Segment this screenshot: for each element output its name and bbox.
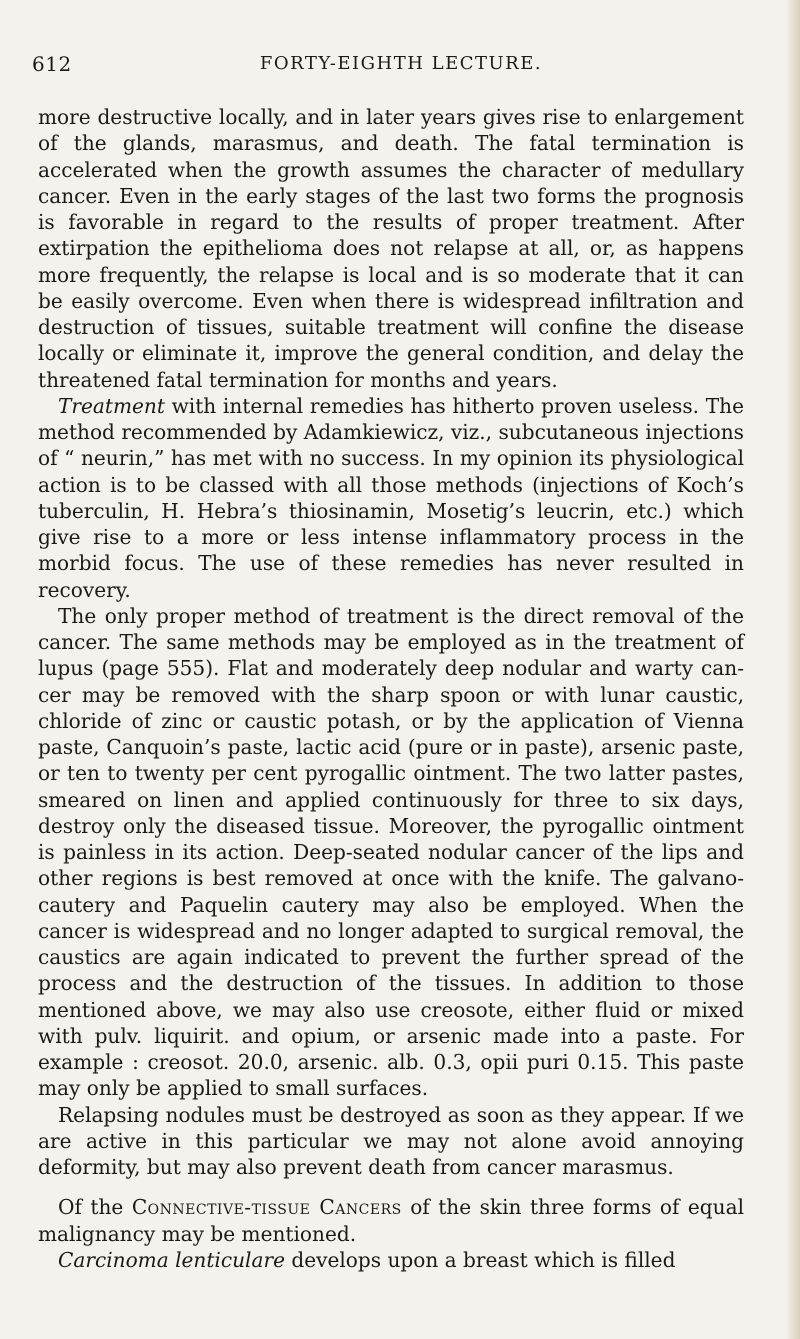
paragraph-text: develops upon a breast which is filled: [284, 1247, 676, 1272]
carcinoma-lenticulare-heading: Carcinoma lenticulare: [58, 1247, 285, 1272]
paragraph-carcinoma-lenticulare: [38, 1247, 744, 1273]
page-header: [32, 52, 744, 82]
paragraph-text: The only proper method of treatment is the direct removal of the cancer. The same methods may be employed as in the treatment of lupus (page 555). Flat and moderately deep nodular and warty cancer may be removed with the sharp spoon or with lunar caustic, chloride of zinc or caustic potash, or by the application of Vienna paste, Canquoin’s paste, lactic acid (pure or in paste), arsenic paste, or ten to twenty per cent pyrogallic ointment. The two latter pastes, smeared on linen and applied continuously for three to six days, destroy only the diseased tissue. Moreover, the pyrogallic ointment is painless in its action. Deep-seated nodular cancer of the lips and other regions is best removed at once with the knife. The galvano-cautery and Paquelin cautery may also be employed. When the cancer is widespread and no longer adapted to surgical removal, the caustics are again indicated to prevent the further spread of the process and the destruction of the tissues. In addition to those mentioned above, we may also use creosote, either fluid or mixed with pulv. liquirit. and opium, or arsenic made into a paste. For example : creosot. 20.0, arsenic. alb. 0.3, opii puri 0.15. This paste may only be applied to small surfaces.: [38, 603, 744, 1101]
paragraph-text: of the skin three forms of equal malignancy may be mentioned.: [38, 1195, 745, 1246]
section-heading-connective-tissue-cancers: Connective-tissue Cancers: [131, 1195, 402, 1220]
paragraph-text: with internal remedies has hitherto proven useless. The method recommended by Adamkiewicz, viz., subcutaneous injections of “ neurin,” has met with no success. In my opinion its physiological action is to be classed with all those methods (injections of Koch’s tuberculin, H. Hebra’s thiosinamin, Mosetig’s leucrin, etc.) which give rise to a more or less intense inflammatory process in the morbid focus. The use of these remedies has never resulted in recovery.: [38, 393, 744, 602]
paragraph-text: more destructive locally, and in later years gives rise to enlargement of the glands, marasmus, and death. The fatal termination is accelerated when the growth assumes the character of medullary cancer. Even in the early stages of the last two forms the prognosis is favorable in regard to the results of proper treatment. After extirpation the epithelioma does not relapse at all, or, as happens more frequently, the relapse is local and is so moderate that it can be easily overcome. Even when there is widespread infiltration and destruction of tissues, suitable treatment will confine the disease locally or eliminate it, improve the general condition, and delay the threatened fatal termination for months and years.: [38, 105, 744, 392]
page-edge-shadow: [786, 0, 800, 1339]
paragraph-connective-tissue-cancers: [38, 1194, 744, 1247]
treatment-heading: Treatment: [58, 393, 165, 418]
body-text: [38, 104, 744, 1273]
paragraph-text-pre: Of the: [58, 1195, 132, 1220]
page-number: 612: [32, 52, 72, 76]
running-head: FORTY-EIGHTH LECTURE.: [259, 53, 543, 74]
paragraph-removal-methods: [38, 603, 744, 1102]
paragraph-treatment: [38, 393, 744, 603]
paragraph-prognosis: [38, 104, 744, 393]
paragraph-relapsing-nodules: [38, 1102, 744, 1181]
paragraph-text: Relapsing nodules must be destroyed as soon as they appear. If we are active in this particular we may not alone avoid annoying deformity, but may also prevent death from cancer marasmus.: [38, 1102, 744, 1179]
